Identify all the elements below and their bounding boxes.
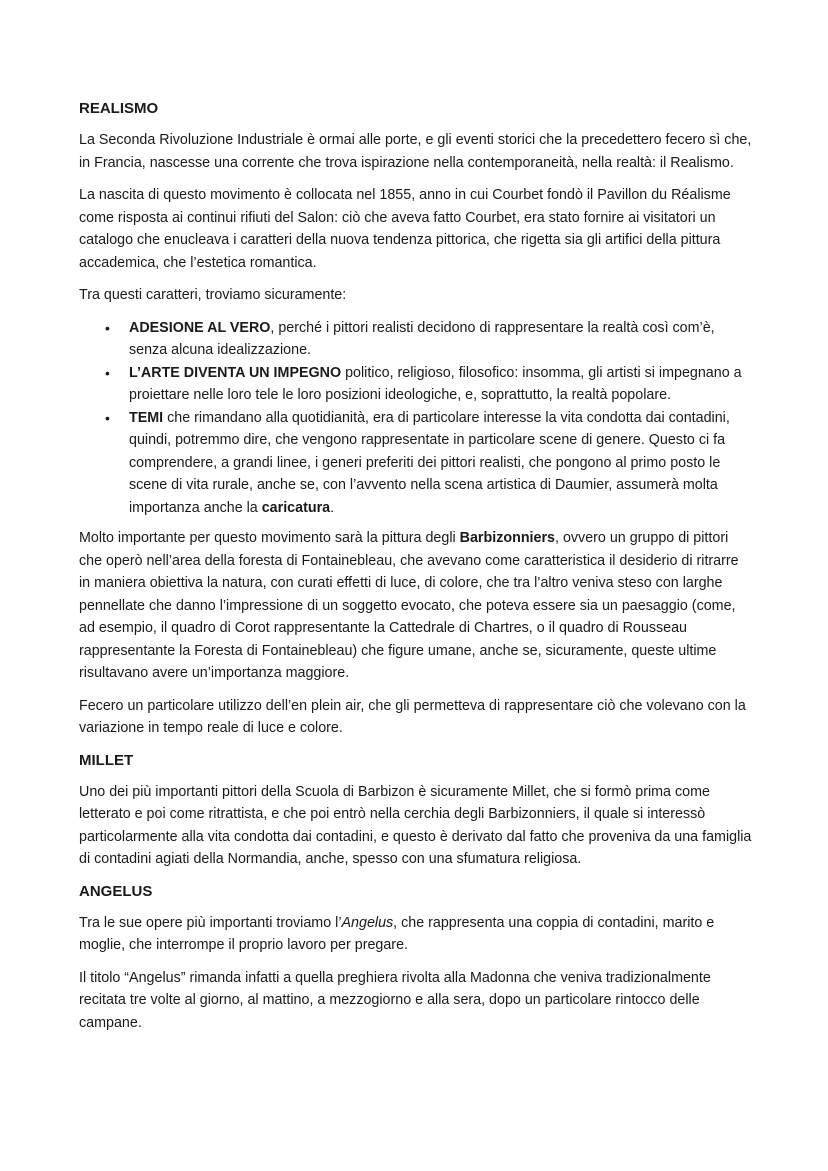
paragraph-angelus-before: Tra le sue opere più importanti troviamo l’ bbox=[79, 914, 342, 931]
list-item-bold-caricatura: caricatura bbox=[261, 499, 331, 516]
bullet-icon: • bbox=[105, 409, 110, 426]
paragraph-barbizonniers-bold: Barbizonniers bbox=[459, 530, 555, 546]
list-item-text-end: . bbox=[330, 499, 335, 516]
list-item-text: politico, religioso, filosofico: insomma, gli artisti si impegnano a proiettare nelle loro tele le loro posizioni ideologiche, e, soprattutto, la realtà popolare. bbox=[129, 364, 742, 403]
list-item-bold: TEMI bbox=[129, 409, 164, 426]
heading-angelus: ANGELUS bbox=[79, 882, 153, 900]
list-item-text: che rimandano alla quotidianità, era di particolare interesse la vita condotta dai contadini, quindi, potremmo dire, che vengono rappresentate in particolare scene di genere. Questo ci fa comprendere, a grandi linee, i generi preferiti dei pittori realisti, che pongono al primo posto le scene di vita rurale, anche se, con l’avvento nella scena artistica di Daumier, assumerà molta importanza anche la bbox=[129, 409, 730, 516]
list-item bbox=[105, 407, 752, 520]
paragraph-realismo-intro: La Seconda Rivoluzione Industriale è ormai alle porte, e gli eventi storici che la precedettero fecero sì che, in Francia, nascesse una corrente che trova ispirazione nella contemporaneità, nella realtà: il Realismo. bbox=[79, 132, 752, 171]
list-item bbox=[105, 362, 752, 407]
bullet-icon: • bbox=[105, 319, 110, 336]
heading-millet: MILLET bbox=[79, 751, 134, 769]
caratteri-list bbox=[79, 317, 752, 520]
paragraph-angelus-intro bbox=[79, 912, 752, 957]
list-item bbox=[105, 317, 752, 362]
paragraph-realismo-nascita: La nascita di questo movimento è collocata nel 1855, anno in cui Courbet fondò il Pavillon du Réalisme come risposta ai continui rifiuti del Salon: ciò che aveva fatto Courbet, era stato fornire ai visitatori un catalogo che enucleava i caratteri della nuova tendenza pittorica, che rigetta sia gli artifici della pittura accademica, che l’estetica romantica. bbox=[79, 187, 731, 271]
list-item-text: , perché i pittori realisti decidono di rappresentare la realtà così com’è, senza alcuna idealizzazione. bbox=[129, 319, 715, 358]
paragraph-barbizonniers-after: , ovvero un gruppo di pittori che operò nell’area della foresta di Fontainebleau, che avevano come caratteristica il desiderio di ritrarre in maniera obiettiva la natura, con curati effetti di luce, di colore, che tra l’altro veniva steso con larghe pennellate che danno l’impressione di un soggetto evocato, che poteva essere sia un paesaggio (come, ad esempio, il quadro di Corot rappresentante la Cattedrale di Chartres, o il quadro di Rousseau rappresentante la Foresta di Fontainebleau) che figure umane, anche se, sicuramente, queste ultime risultavano avere un’importanza maggiore. bbox=[79, 530, 739, 681]
paragraph-angelus-after: , che rappresenta una coppia di contadini, marito e moglie, che interrompe il proprio lavoro per pregare. bbox=[79, 914, 715, 953]
paragraph-angelus-italic: Angelus bbox=[341, 914, 394, 931]
paragraph-barbizonniers bbox=[79, 527, 752, 685]
paragraph-realismo-caratteri: Tra questi caratteri, troviamo sicuramente: bbox=[79, 287, 347, 303]
bullet-icon: • bbox=[105, 364, 110, 381]
heading-realismo: REALISMO bbox=[79, 100, 159, 117]
paragraph-angelus-titolo: Il titolo “Angelus” rimanda infatti a quella preghiera rivolta alla Madonna che veniva tradizionalmente recitata tre volte al giorno, al mattino, a mezzogiorno e alla sera, dopo un particolare rintocco delle campane. bbox=[79, 969, 711, 1031]
list-item-bold: ADESIONE AL VERO bbox=[129, 319, 271, 336]
list-item-bold: L’ARTE DIVENTA UN IMPEGNO bbox=[129, 364, 342, 381]
paragraph-barbizonniers-before: Molto importante per questo movimento sarà la pittura degli bbox=[79, 530, 460, 546]
paragraph-plein-air: Fecero un particolare utilizzo dell’en plein air, che gli permetteva di rappresentare ciò che volevano con la variazione in tempo reale di luce e colore. bbox=[79, 697, 746, 736]
paragraph-millet: Uno dei più importanti pittori della Scuola di Barbizon è sicuramente Millet, che si formò prima come letterato e poi come ritrattista, e che poi entrò nella cerchia degli Barbizonniers, il quale si interessò particolarmente alla vita condotta dai contadini, e questo è derivato dal fatto che proveniva da una famiglia di contadini agiati della Normandia, anche, spesso con una sfumatura religiosa. bbox=[79, 783, 752, 867]
